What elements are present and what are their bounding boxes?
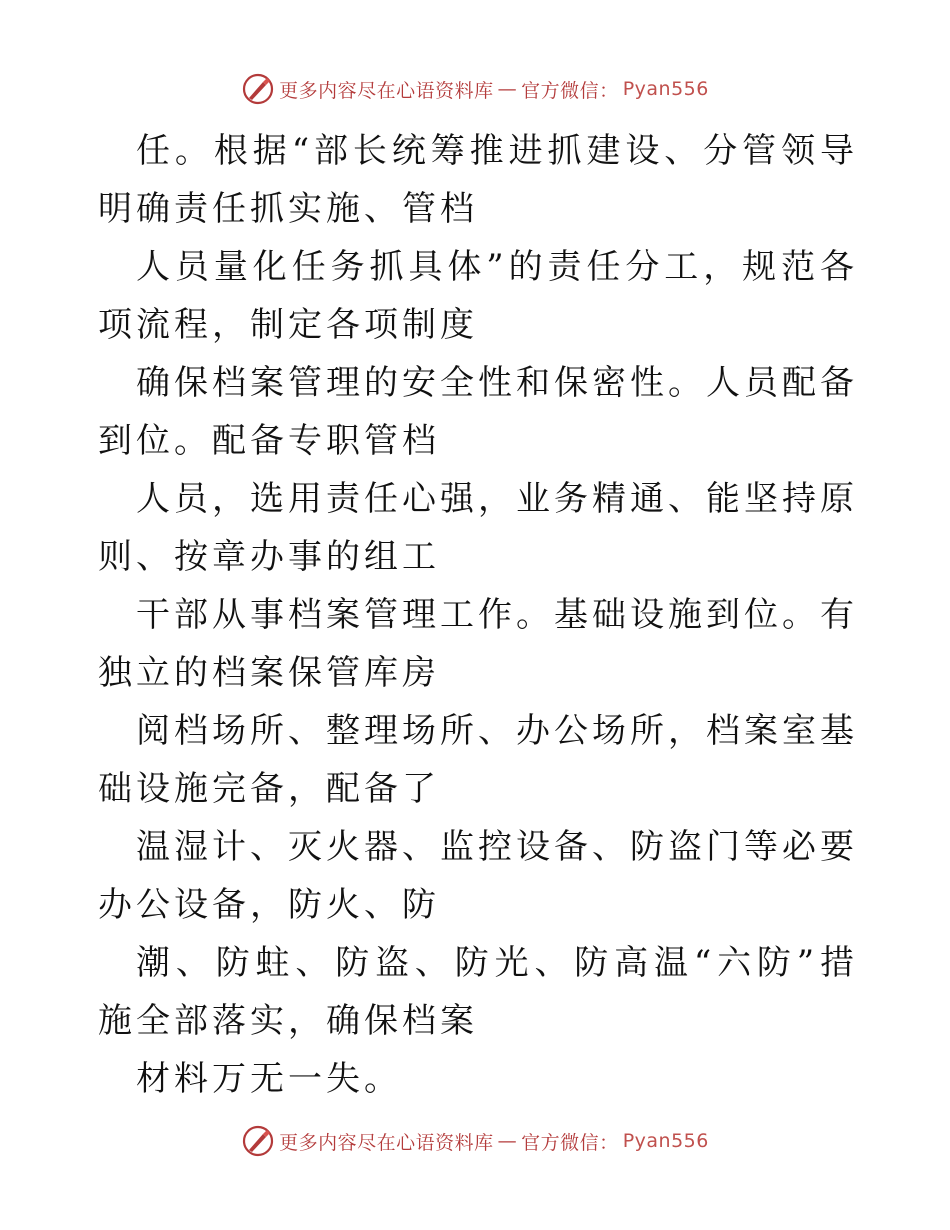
footer-wechat-label: 官方微信：: [521, 1131, 619, 1154]
pen-logo-icon: [241, 72, 275, 106]
paragraph: 潮、防蛀、防盗、防光、防高温“六防”措施全部落实，确保档案: [98, 943, 858, 1041]
header-banner: [0, 72, 950, 106]
paragraph: 干部从事档案管理工作。基础设施到位。有独立的档案保管库房: [98, 595, 858, 693]
footer-wechat-id: Pyan556: [622, 1130, 709, 1152]
header-dash: —: [497, 78, 518, 100]
paragraph: 确保档案管理的安全性和保密性。人员配备到位。配备专职管档: [98, 363, 858, 461]
header-wechat-id: Pyan556: [622, 78, 709, 100]
paragraph: 材料万无一失。: [136, 1059, 402, 1099]
footer-banner: [0, 1124, 950, 1158]
paragraph: 阅档场所、整理场所、办公场所，档案室基础设施完备，配备了: [98, 711, 858, 809]
footer-site-text: 更多内容尽在心语资料库: [279, 1131, 494, 1154]
body-text: [98, 122, 858, 1108]
paragraph: 温湿计、灭火器、监控设备、防盗门等必要办公设备，防火、防: [98, 827, 858, 925]
paragraph: 人员量化任务抓具体”的责任分工，规范各项流程，制定各项制度: [98, 247, 858, 345]
pen-logo-icon: [241, 1124, 275, 1158]
header-site-text: 更多内容尽在心语资料库: [279, 79, 494, 102]
paragraph: 人员，选用责任心强，业务精通、能坚持原则、按章办事的组工: [98, 479, 858, 577]
paragraph: 任。根据“部长统筹推进抓建设、分管领导明确责任抓实施、管档: [98, 131, 858, 229]
header-wechat-label: 官方微信：: [521, 79, 619, 102]
footer-dash: —: [497, 1130, 518, 1152]
